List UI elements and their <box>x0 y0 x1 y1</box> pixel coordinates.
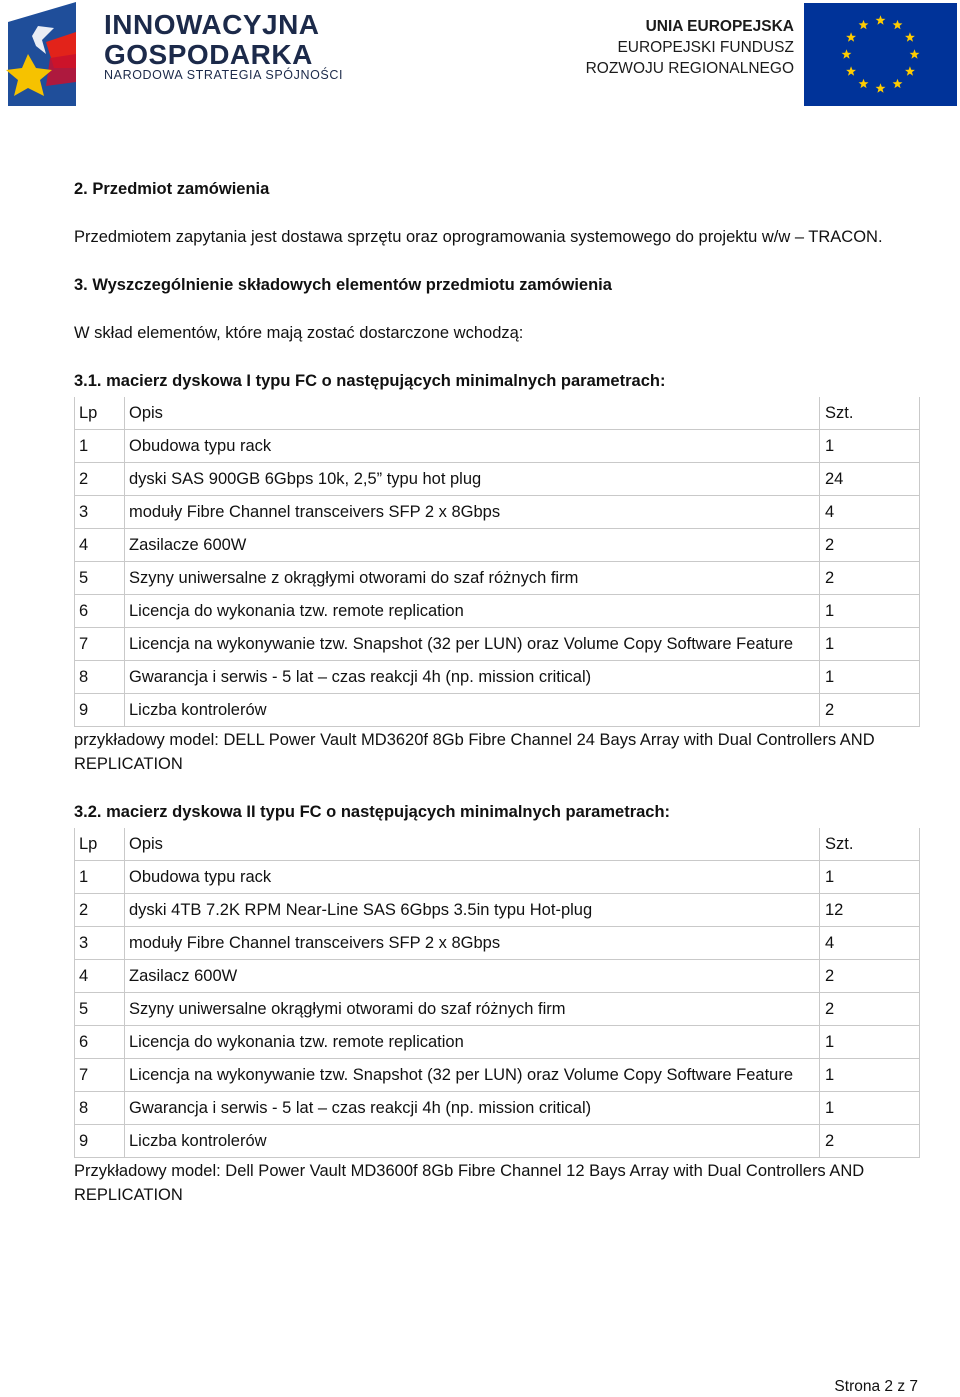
cell-opis: Liczba kontrolerów <box>125 694 820 727</box>
eu-line-2: EUROPEJSKI FUNDUSZ <box>617 39 794 56</box>
column-header-lp: Lp <box>75 397 125 430</box>
eu-line-3: ROZWOJU REGIONALNEGO <box>585 60 794 77</box>
table-header-row <box>75 828 920 861</box>
column-header-lp: Lp <box>75 828 125 861</box>
column-header-szt: Szt. <box>820 828 920 861</box>
cell-opis: Gwarancja i serwis - 5 lat – czas reakcji 4h (np. mission critical) <box>125 661 820 694</box>
cell-lp: 1 <box>75 861 125 894</box>
cell-opis: Zasilacze 600W <box>125 529 820 562</box>
section-3-intro: W skład elementów, które mają zostać dostarczone wchodzą: <box>74 324 524 342</box>
cell-lp: 4 <box>75 529 125 562</box>
cell-szt: 2 <box>820 993 920 1026</box>
table-row <box>75 861 920 894</box>
cell-szt: 1 <box>820 861 920 894</box>
table-row <box>75 595 920 628</box>
logo-line-1: INNOWACYJNA <box>104 9 320 40</box>
table-1-example-model: przykładowy model: DELL Power Vault MD3620f 8Gb Fibre Channel 24 Bays Array with Dual Controllers AND REPLICATION <box>74 731 875 773</box>
spec-table-1 <box>74 397 920 727</box>
cell-szt: 1 <box>820 628 920 661</box>
cell-szt: 1 <box>820 1059 920 1092</box>
table-header-row <box>75 397 920 430</box>
cell-szt: 12 <box>820 894 920 927</box>
cell-opis: Licencja do wykonania tzw. remote replication <box>125 595 820 628</box>
table-row <box>75 1059 920 1092</box>
document-body <box>74 177 920 1207</box>
table-row <box>75 694 920 727</box>
column-header-opis: Opis <box>125 828 820 861</box>
cell-szt: 24 <box>820 463 920 496</box>
section-2-heading: 2. Przedmiot zamówienia <box>74 180 270 198</box>
cell-lp: 4 <box>75 960 125 993</box>
cell-opis: Licencja na wykonywanie tzw. Snapshot (32 per LUN) oraz Volume Copy Software Feature <box>125 628 820 661</box>
table-row <box>75 562 920 595</box>
cell-szt: 2 <box>820 562 920 595</box>
cell-opis: Licencja na wykonywanie tzw. Snapshot (32 per LUN) oraz Volume Copy Software Feature <box>125 1059 820 1092</box>
cell-szt: 2 <box>820 694 920 727</box>
table-row <box>75 628 920 661</box>
cell-lp: 7 <box>75 628 125 661</box>
cell-lp: 3 <box>75 927 125 960</box>
section-3-heading: 3. Wyszczególnienie składowych elementów przedmiotu zamówienia <box>74 276 612 294</box>
cell-opis: Szyny uniwersalne okrągłymi otworami do szaf różnych firm <box>125 993 820 1026</box>
cell-szt: 1 <box>820 430 920 463</box>
cell-lp: 2 <box>75 463 125 496</box>
table-2-example-model: Przykładowy model: Dell Power Vault MD3600f 8Gb Fibre Channel 12 Bays Array with Dual Controllers AND REPLICATION <box>74 1162 865 1204</box>
cell-lp: 2 <box>75 894 125 927</box>
table-row <box>75 960 920 993</box>
table-row <box>75 894 920 927</box>
table-row <box>75 927 920 960</box>
cell-opis: Licencja do wykonania tzw. remote replication <box>125 1026 820 1059</box>
table-row <box>75 529 920 562</box>
logo-line-2: GOSPODARKA <box>104 39 313 70</box>
column-header-opis: Opis <box>125 397 820 430</box>
cell-opis: moduły Fibre Channel transceivers SFP 2 x 8Gbps <box>125 496 820 529</box>
cell-lp: 8 <box>75 1092 125 1125</box>
cell-opis: Liczba kontrolerów <box>125 1125 820 1158</box>
cell-lp: 3 <box>75 496 125 529</box>
cell-szt: 2 <box>820 960 920 993</box>
logo-line-3: NARODOWA STRATEGIA SPÓJNOŚCI <box>104 68 344 82</box>
table-row <box>75 1092 920 1125</box>
cell-lp: 6 <box>75 595 125 628</box>
cell-szt: 2 <box>820 1125 920 1158</box>
column-header-szt: Szt. <box>820 397 920 430</box>
section-2-body: Przedmiotem zapytania jest dostawa sprzętu oraz oprogramowania systemowego do projektu w/w – TRACON. <box>74 228 883 246</box>
logo-emblem-icon <box>6 2 102 106</box>
cell-szt: 1 <box>820 661 920 694</box>
cell-lp: 9 <box>75 694 125 727</box>
cell-szt: 4 <box>820 927 920 960</box>
cell-opis: Zasilacz 600W <box>125 960 820 993</box>
spec-table-2 <box>74 828 920 1158</box>
table-2-heading: 3.2. macierz dyskowa II typu FC o następujących minimalnych parametrach: <box>74 803 671 821</box>
cell-lp: 5 <box>75 562 125 595</box>
eu-flag-icon <box>804 3 957 106</box>
eu-line-1: UNIA EUROPEJSKA <box>645 18 794 35</box>
table-1-heading: 3.1. macierz dyskowa I typu FC o następujących minimalnych parametrach: <box>74 372 666 390</box>
cell-szt: 1 <box>820 1026 920 1059</box>
cell-lp: 7 <box>75 1059 125 1092</box>
table-row <box>75 993 920 1026</box>
cell-szt: 2 <box>820 529 920 562</box>
cell-lp: 6 <box>75 1026 125 1059</box>
cell-lp: 9 <box>75 1125 125 1158</box>
table-row <box>75 1026 920 1059</box>
page-number: Strona 2 z 7 <box>834 1378 918 1395</box>
table-row <box>75 496 920 529</box>
innowacyjna-gospodarka-logo <box>6 2 346 106</box>
cell-lp: 8 <box>75 661 125 694</box>
cell-szt: 1 <box>820 1092 920 1125</box>
table-row <box>75 661 920 694</box>
cell-opis: Obudowa typu rack <box>125 861 820 894</box>
cell-lp: 1 <box>75 430 125 463</box>
cell-szt: 1 <box>820 595 920 628</box>
cell-opis: Obudowa typu rack <box>125 430 820 463</box>
eu-fund-text <box>586 16 794 79</box>
cell-opis: dyski 4TB 7.2K RPM Near-Line SAS 6Gbps 3.5in typu Hot-plug <box>125 894 820 927</box>
cell-lp: 5 <box>75 993 125 1026</box>
cell-opis: dyski SAS 900GB 6Gbps 10k, 2,5” typu hot plug <box>125 463 820 496</box>
cell-opis: Gwarancja i serwis - 5 lat – czas reakcji 4h (np. mission critical) <box>125 1092 820 1125</box>
table-row <box>75 463 920 496</box>
table-row <box>75 1125 920 1158</box>
cell-szt: 4 <box>820 496 920 529</box>
cell-opis: Szyny uniwersalne z okrągłymi otworami do szaf różnych firm <box>125 562 820 595</box>
table-row <box>75 430 920 463</box>
cell-opis: moduły Fibre Channel transceivers SFP 2 x 8Gbps <box>125 927 820 960</box>
